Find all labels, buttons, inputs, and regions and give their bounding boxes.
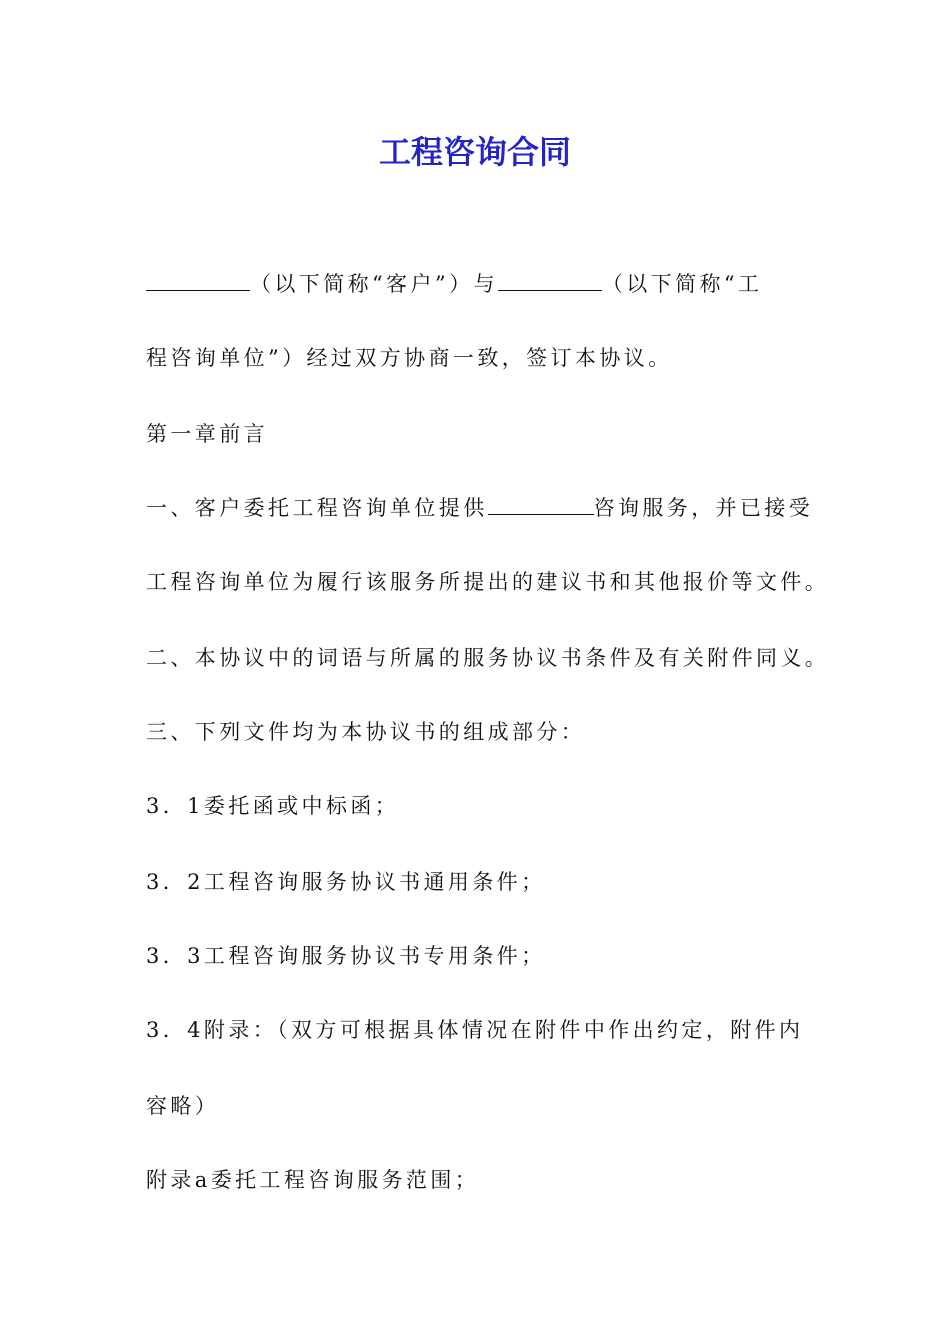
- appendix-a-line: 附录a委托工程咨询服务范围；: [146, 1168, 480, 1192]
- line-4-text-a: 一、客户委托工程咨询单位提供: [146, 496, 488, 520]
- list-item-3-1: 3．1委托函或中标函；: [146, 794, 400, 818]
- line-1-text-a: （以下简称“客户”）与: [250, 272, 498, 296]
- line-4-text-b: 咨询服务，并已接受: [593, 496, 814, 520]
- chapter-heading: 第一章前言: [146, 422, 268, 446]
- blank-party-consultant: [498, 268, 602, 291]
- line-1-text-b: （以下简称“工: [601, 272, 763, 296]
- paragraph-line-2: 程咨询单位”）经过双方协商一致，签订本协议。: [146, 346, 673, 370]
- list-item-3-4: 3．4附录：（双方可根据具体情况在附件中作出约定，附件内: [146, 1018, 804, 1042]
- paragraph-line-6: 二、本协议中的词语与所属的服务协议书条件及有关附件同义。: [146, 646, 830, 670]
- list-item-3-3: 3．3工程咨询服务协议书专用条件；: [146, 944, 546, 968]
- list-item-3-2: 3．2工程咨询服务协议书通用条件；: [146, 870, 546, 894]
- paragraph-line-5: 工程咨询单位为履行该服务所提出的建议书和其他报价等文件。: [146, 570, 830, 594]
- paragraph-line-4: [146, 490, 826, 526]
- paragraph-line-1: [146, 266, 826, 302]
- blank-party-client: [146, 268, 250, 291]
- paragraph-line-7: 三、下列文件均为本协议书的组成部分：: [146, 720, 586, 744]
- blank-service-name: [488, 492, 594, 515]
- list-item-3-4-continued: 容略）: [146, 1094, 220, 1118]
- document-title: 工程咨询合同: [378, 133, 571, 171]
